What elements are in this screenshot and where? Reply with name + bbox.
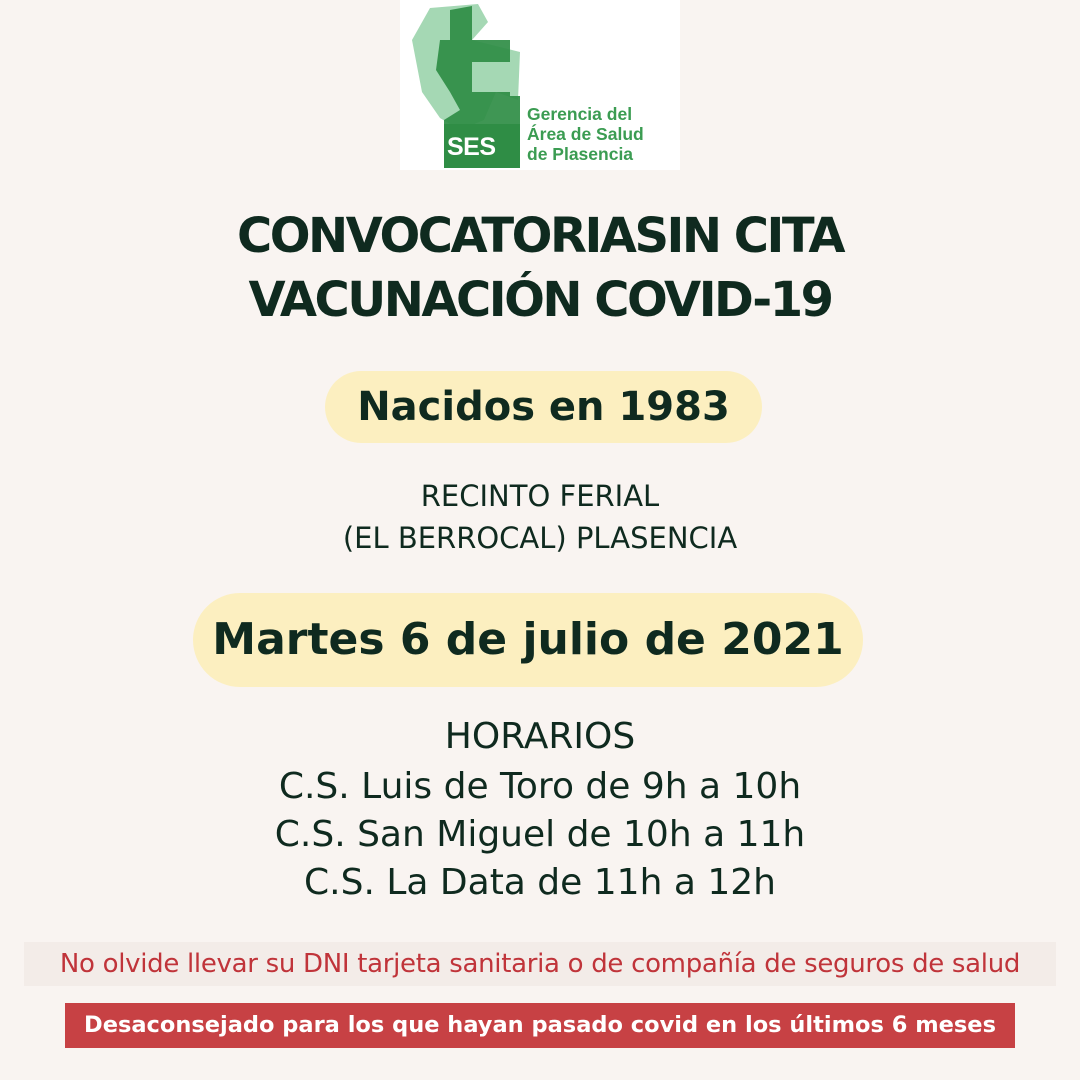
title-line-1: CONVOCATORIASIN CITA: [236, 208, 844, 264]
title-line-2: VACUNACIÓN COVID-19: [248, 272, 832, 328]
covid-warning-banner: Desaconsejado para los que hayan pasado covid en los últimos 6 meses: [65, 1003, 1015, 1048]
ses-logo: [400, 0, 680, 170]
id-reminder-notice: No olvide llevar su DNI tarjeta sanitaria o de compañía de seguros de salud: [24, 942, 1056, 986]
schedule-item: C.S. Luis de Toro de 9h a 10h: [278, 766, 802, 807]
logo-line-1: Gerencia del: [527, 104, 633, 124]
logo-line-2: Área de Salud: [527, 124, 644, 144]
location-line-1: RECINTO FERIAL: [420, 479, 660, 513]
location-line-2: (EL BERROCAL) PLASENCIA: [342, 521, 738, 555]
logo-organization-name: [527, 104, 644, 164]
schedule-item: C.S. San Miguel de 10h a 11h: [274, 814, 806, 855]
logo-line-3: de Plasencia: [527, 144, 634, 164]
schedule-item: C.S. La Data de 11h a 12h: [304, 862, 776, 903]
schedule-heading: HORARIOS: [444, 716, 636, 757]
birth-year-badge: Nacidos en 1983: [325, 371, 762, 443]
ses-abbrev: SES: [447, 133, 496, 161]
date-badge: Martes 6 de julio de 2021: [193, 593, 863, 687]
